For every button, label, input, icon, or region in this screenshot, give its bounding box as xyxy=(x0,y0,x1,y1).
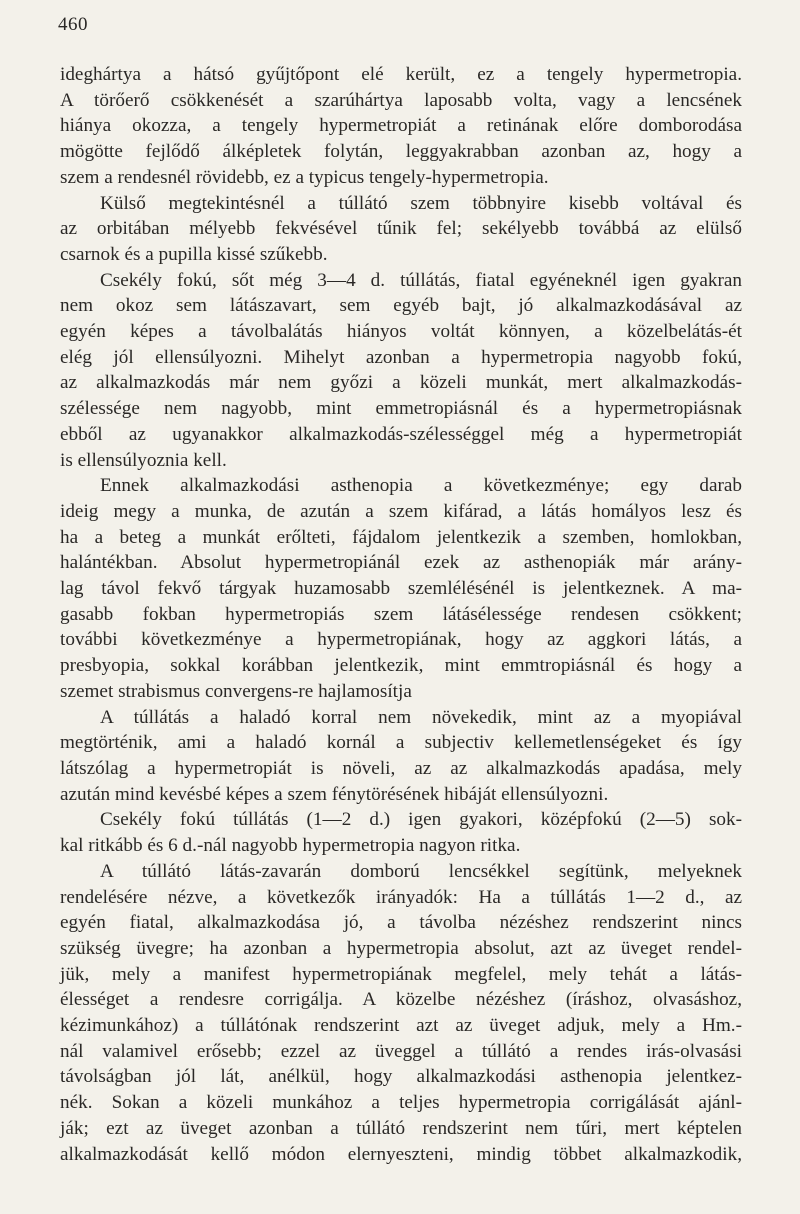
text-line: halántékban. Absolut hypermetropiánál ezek az asthenopiák már arány- xyxy=(60,552,742,574)
text-line: további következménye a hypermetropiának, hogy az aggkori látás, a xyxy=(60,629,742,651)
text-line: egyén fiatal, alkalmazkodása jó, a távolba nézéshez rendszerint nincs xyxy=(60,912,742,934)
text-line: ideghártya a hátsó gyűjtőpont elé került, ez a tengely hypermetropia. xyxy=(60,64,742,85)
page-number: 460 xyxy=(58,14,88,35)
text-line: nem okoz sem látászavart, sem egyéb bajt, jó alkalmazkodásával az xyxy=(60,295,742,317)
text-line: szükség üvegre; ha azonban a hypermetropia absolut, azt az üveget rendel- xyxy=(60,937,742,959)
text-line: szemet strabismus convergens-re hajlamosítja xyxy=(60,680,412,702)
text-line: azután mind kevésbé képes a szem fénytörésének hibáját ellensúlyozni. xyxy=(60,783,609,805)
text-line: nék. Sokan a közeli munkához a teljes hypermetropia corrigálását ajánl- xyxy=(60,1092,742,1114)
text-line: az orbitában mélyebb fekvésével tűnik fel; sekélyebb továbbá az elülső xyxy=(60,218,742,240)
text-line: Csekély fokú, sőt még 3—4 d. túllátás, fiatal egyéneknél igen gyakran xyxy=(100,269,742,291)
text-line: Külső megtekintésnél a túllátó szem többnyire kisebb voltával és xyxy=(100,192,742,214)
text-line: mögötte fejlődő álképletek folytán, leggyakrabban azonban az, hogy a xyxy=(60,141,742,163)
text-line: ebből az ugyanakkor alkalmazkodás-szélességgel még a hypermetropiát xyxy=(60,423,742,445)
text-line: A túllátás a haladó korral nem növekedik, mint az a myopiával xyxy=(100,706,742,728)
text-line: elég jól ellensúlyozni. Mihelyt azonban a hypermetropia nagyobb fokú, xyxy=(60,346,742,368)
text-line: jük, mely a manifest hypermetropiának megfelel, mely tehát a látás- xyxy=(60,963,742,985)
text-line: is ellensúlyoznia kell. xyxy=(60,449,227,471)
text-line: lag távol fekvő tárgyak huzamosabb szemlélésénél is jelentkeznek. A ma- xyxy=(60,578,742,600)
text-line: élességet a rendesre corrigálja. A közelbe nézéshez (íráshoz, olvasáshoz, xyxy=(60,989,742,1011)
text-line: megtörténik, ami a haladó kornál a subjectiv kellemetlenségeket és így xyxy=(60,732,742,754)
text-line: Csekély fokú túllátás (1—2 d.) igen gyakori, középfokú (2—5) sok- xyxy=(100,809,742,831)
text-line: presbyopia, sokkal korábban jelentkezik, mint emmtropiásnál és hogy a xyxy=(60,655,742,677)
text-line: gasabb fokban hypermetropiás szem látásélessége rendesen csökkent; xyxy=(60,603,742,625)
text-line: ideig megy a munka, de azután a szem kifárad, a látás homályos lesz és xyxy=(60,500,742,522)
text-line: látszólag a hypermetropiát is növeli, az az alkalmazkodás apadása, mely xyxy=(60,757,742,779)
text-line: szélessége nem nagyobb, mint emmetropiásnál és a hypermetropiásnak xyxy=(60,398,742,420)
body-text xyxy=(60,62,742,1167)
text-line: alkalmazkodását kellő módon elernyeszteni, mindig többet alkalmazkodik, xyxy=(60,1143,742,1165)
text-line: kal ritkább és 6 d.-nál nagyobb hypermetropia nagyon ritka. xyxy=(60,835,521,857)
text-line: az alkalmazkodás már nem győzi a közeli munkát, mert alkalmazkodás- xyxy=(60,372,742,394)
text-line: rendelésére nézve, a következők irányadók: Ha a túllátás 1—2 d., az xyxy=(60,886,742,908)
text-line: ják; ezt az üveget azonban a túllátó rendszerint nem tűri, mert képtelen xyxy=(60,1117,742,1139)
text-line: csarnok és a pupilla kissé szűkebb. xyxy=(60,243,328,265)
text-line: kézimunkához) a túllátónak rendszerint azt az üveget adjuk, mely a Hm.- xyxy=(60,1015,742,1037)
text-line: nál valamivel erősebb; ezzel az üveggel a túllátó a rendes irás-olvasási xyxy=(60,1040,742,1062)
text-line: ha a beteg a munkát erőlteti, fájdalom jelentkezik a szemben, homlokban, xyxy=(60,526,742,548)
text-line: hiánya okozza, a tengely hypermetropiát a retinának előre domborodása xyxy=(60,115,742,137)
text-line: Ennek alkalmazkodási asthenopia a következménye; egy darab xyxy=(100,475,742,497)
text-line: egyén képes a távolbalátás hiányos voltát könnyen, a közelbelátás-ét xyxy=(60,321,742,343)
text-line: szem a rendesnél rövidebb, ez a typicus tengely-hypermetropia. xyxy=(60,166,549,188)
text-line: távolságban jól lát, anélkül, hogy alkalmazkodási asthenopia jelentkez- xyxy=(60,1066,742,1088)
text-line: A túllátó látás-zavarán domború lencsékkel segítünk, melyeknek xyxy=(100,860,742,882)
text-line: A törőerő csökkenését a szarúhártya laposabb volta, vagy a lencsének xyxy=(60,89,742,111)
